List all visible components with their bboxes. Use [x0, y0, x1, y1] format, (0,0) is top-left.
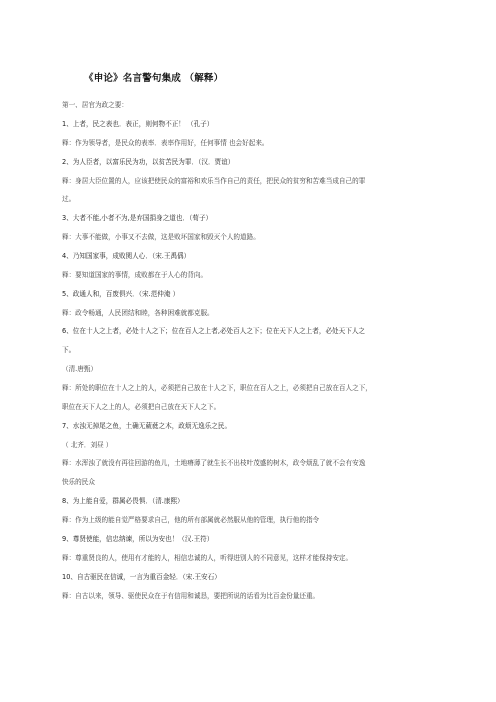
explanation-7: 释：水浑浊了就没有再往回游的鱼儿，土地瘠薄了就生长不出枝叶茂盛的树木，政令烦乱了就不会有安逸	[62, 459, 366, 467]
explanation-7-cont: 快乐的民众	[62, 478, 95, 486]
explanation-9: 释：尊重贤良的人，使用有才能的人，相信忠诚的人，听得进别人的不同意见，这样才能保持安定。	[62, 554, 353, 562]
explanation-4: 释：要知道国家的事情，成败都在于人心的背向。	[62, 271, 208, 279]
explanation-10: 释：自古以来，领导、驱使民众在于有信用和诚恳，要把所说的话看为比百金份量还重。	[62, 592, 320, 600]
explanation-6: 释：所处的职位在十人之上的人，必须把自己放在十人之下，职位在百人之上，必须把自己放在百人之下，	[62, 384, 372, 392]
explanation-1: 释：作为领导者，是民众的表率．表率作用好，任何事情 也会好起来。	[62, 139, 269, 147]
quote-7-source: （ 北齐．刘昼 ）	[62, 441, 113, 449]
quote-9: 9、尊贤使能，信忠纳谏，所以为安也！（汉.王符）	[62, 535, 214, 543]
quote-3: 3、大者不能,小者不为,是弃国捐身之道也．（荀子）	[62, 214, 213, 222]
quote-5: 5、政通人和，百废俱兴．（宋.范仲淹 ）	[62, 290, 180, 298]
explanation-6-cont: 职位在天下人之上的人，必须把自己放在天下人之下。	[62, 403, 221, 411]
explanation-8: 释：作为上级的能自觉严格要求自己，他的所有部属就必然服从他的管理，执行他的指令	[62, 516, 320, 524]
quote-1: 1、上者，民之表也．表正，则何物不正！ （孔子）	[62, 120, 214, 128]
explanation-2: 释：身居大臣位置的人，应该把使民众的富裕和欢乐当作自己的责任，把民众的贫穷和苦难当成自己的罪	[62, 177, 366, 185]
quote-8: 8、为上能自爱，群属必畏惧．（清.康熙）	[62, 497, 184, 505]
explanation-2-cont: 过。	[62, 195, 76, 203]
explanation-3: 释：大事不能做，小事又不去做，这是败坏国家和毁灭个人的道路。	[62, 233, 260, 241]
quote-2: 2、为人臣者，以富乐民为功，以贫苦民为罪．（汉．贾谊）	[62, 158, 235, 166]
quote-6-source: （清.唐甄）	[62, 365, 98, 373]
section-heading: 第一、居官为政之要：	[62, 101, 128, 109]
quote-4: 4、乃知国家事，成败関人心．（宋.王禹偁）	[62, 252, 191, 260]
quote-7: 7、水浊无掉尾之鱼，土确无葳蕤之木，政烦无逸乐之民。	[62, 422, 232, 430]
explanation-5: 释：政令畅通，人民团结和睦，各种困难就都克服。	[62, 309, 214, 317]
document-title: 《申论》名言警句集成 （解释）	[84, 73, 224, 84]
quote-10: 10、自古驱民在信诚，一言为重百金轻．（宋.王安石）	[62, 573, 221, 581]
quote-6-cont: 下。	[62, 346, 76, 354]
quote-6: 6、位在十人之上者，必处十人之下；位在百人之上者,必处百人之下；位在天下人之上者，必处天下人之	[62, 327, 366, 335]
